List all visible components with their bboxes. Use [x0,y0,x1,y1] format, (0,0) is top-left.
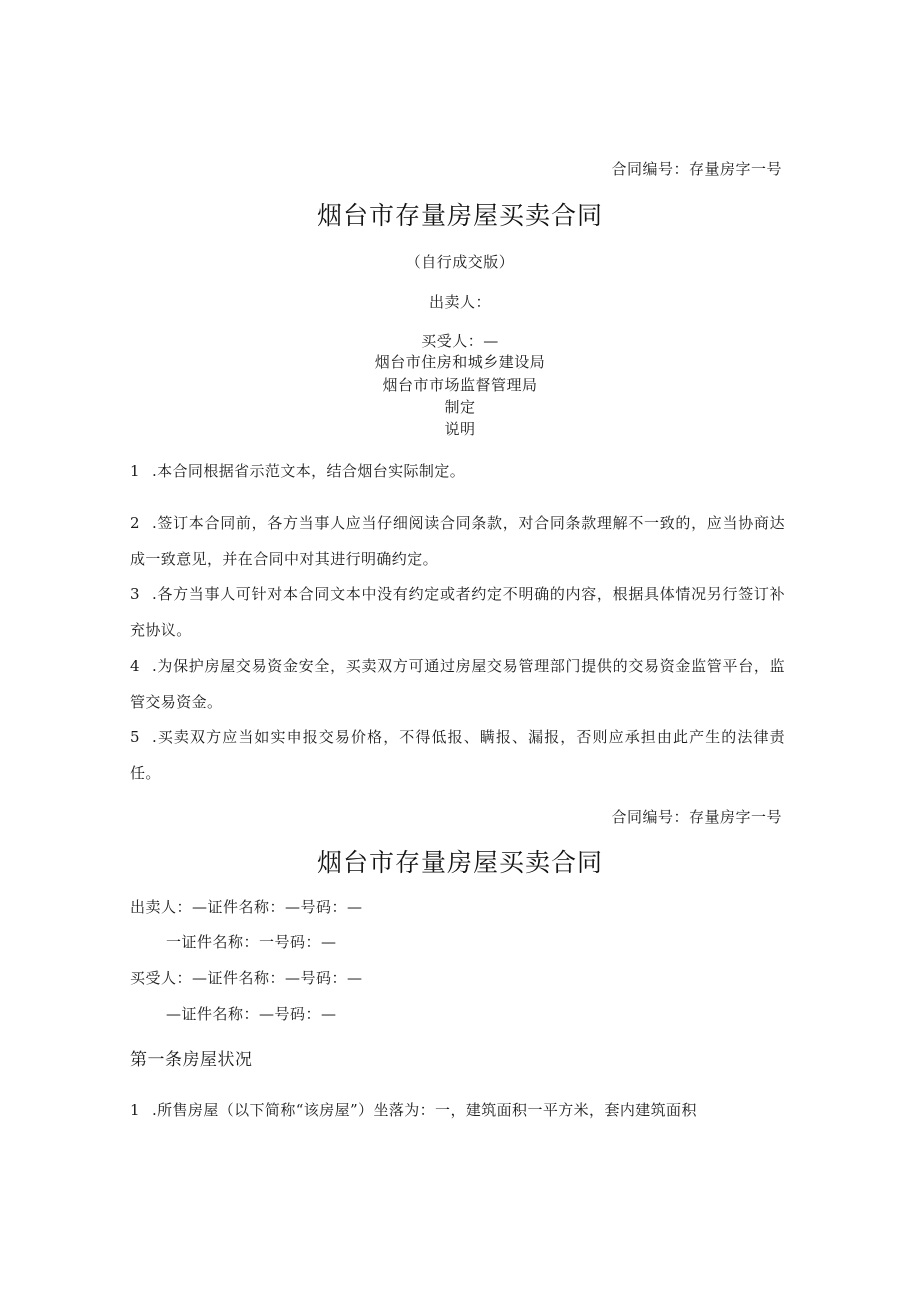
item-text: .所售房屋（以下简称“该房屋”）坐落为：一，建筑面积一平方米，套内建筑面积 [151,1101,697,1119]
seller-line-2: 一证件名称：一号码：— [166,933,337,951]
note-item-4 [130,648,785,720]
article-1-item-1 [130,1092,785,1128]
document-title: 烟台市存量房屋买卖合同 [316,201,603,230]
note-text: .本合同根据省示范文本，结合烟台实际制定。 [151,462,466,480]
note-number: 4 [130,657,140,675]
buyer-line: 买受人：—证件名称：—号码：— [130,969,363,987]
issuer-housing-bureau: 烟台市住房和城乡建设局 [374,353,546,371]
contract-number: 合同编号：存量房字一号 [611,160,782,178]
article-1-title: 第一条房屋状况 [130,1050,253,1070]
buyer-line-2: —证件名称：—号码：— [166,1005,337,1023]
contract-number-2: 合同编号：存量房字一号 [611,808,782,826]
note-item-1 [130,453,785,489]
note-item-3 [130,576,785,648]
note-item-2 [130,505,785,577]
seller-label: 出卖人： [428,293,491,311]
contract-title: 烟台市存量房屋买卖合同 [316,848,603,877]
note-text: .签订本合同前，各方当事人应当仔细阅读合同条款，对合同条款理解不一致的，应当协商达成一致意见，并在合同中对其进行明确约定。 [130,514,785,568]
document-subtitle: （自行成交版） [405,253,515,271]
issued-label: 制定 [444,398,476,416]
note-text: .各方当事人可针对本合同文本中没有约定或者约定不明确的内容，根据具体情况另行签订补充协议。 [130,585,785,639]
explanation-heading: 说明 [444,420,476,438]
item-number: 1 [130,1101,140,1119]
note-item-5 [130,719,785,791]
note-number: 1 [130,462,140,480]
note-number: 2 [130,514,140,532]
note-text: .买卖双方应当如实申报交易价格，不得低报、瞒报、漏报，否则应承担由此产生的法律责任。 [130,728,785,782]
note-text: .为保护房屋交易资金安全，买卖双方可通过房屋交易管理部门提供的交易资金监管平台，监管交易资金。 [130,657,785,711]
note-number: 5 [130,728,140,746]
issuer-market-bureau: 烟台市市场监督管理局 [382,376,538,394]
seller-line: 出卖人：—证件名称：—号码：— [130,898,363,916]
note-number: 3 [130,585,140,603]
buyer-label: 买受人：— [421,332,499,350]
